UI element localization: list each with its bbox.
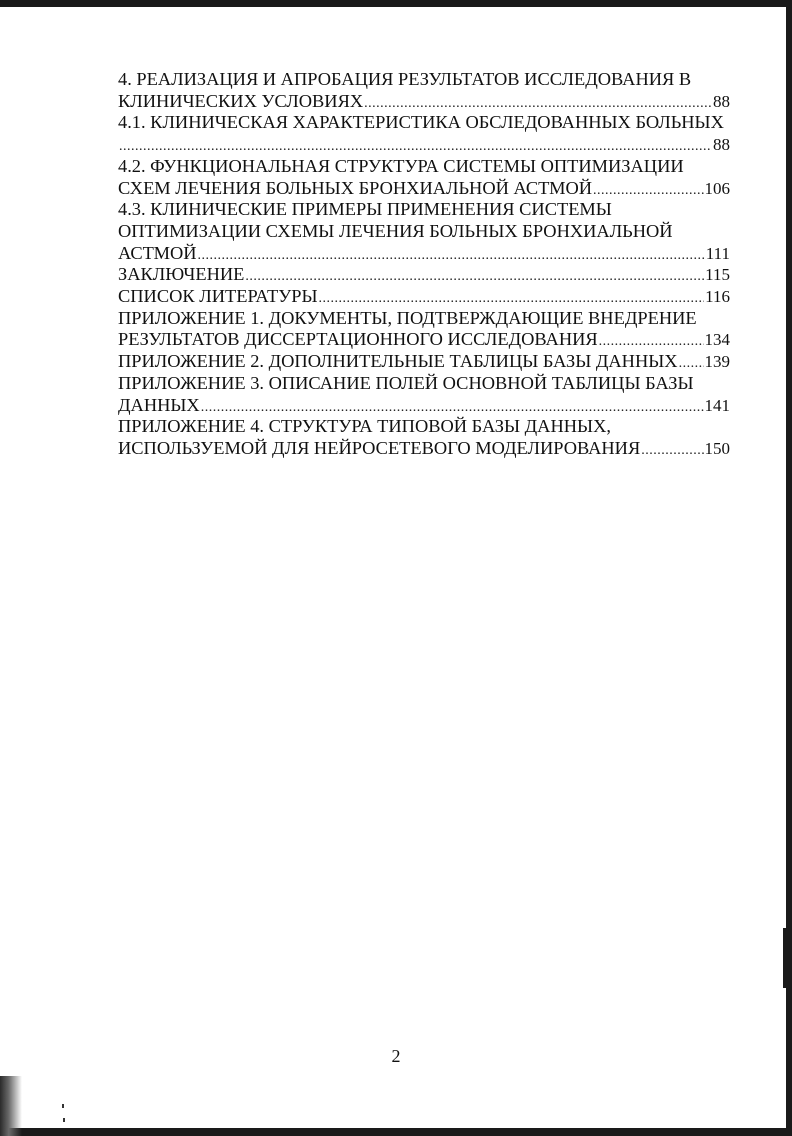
- page-number: 2: [391, 1046, 401, 1066]
- toc-entry-title-line: ИСПОЛЬЗУЕМОЙ ДЛЯ НЕЙРОСЕТЕВОГО МОДЕЛИРОВАНИЯ: [118, 437, 641, 458]
- toc-entry-page: 111: [705, 243, 730, 263]
- toc-entry-leader-line: [118, 329, 730, 351]
- toc-entry-page: 115: [705, 265, 730, 285]
- toc-entry-leader-line: [118, 134, 730, 156]
- toc-entry-title-line: ЗАКЛЮЧЕНИЕ: [118, 264, 245, 285]
- dot-leader: [319, 292, 705, 306]
- dot-leader: [593, 184, 703, 198]
- toc-entry-leader-line: [118, 438, 730, 460]
- toc-entry: [118, 264, 730, 286]
- dot-leader: [198, 249, 705, 263]
- toc-entry-page: 150: [704, 438, 730, 458]
- toc-entry-leader-line: [118, 264, 730, 286]
- toc-entry-page: 106: [704, 178, 730, 198]
- dot-leader: [201, 401, 704, 415]
- toc-entry-title-line: ПРИЛОЖЕНИЕ 4. СТРУКТУРА ТИПОВОЙ БАЗЫ ДАННЫХ,: [118, 416, 611, 437]
- toc-entry: [118, 373, 730, 416]
- toc-entry-title-line: СХЕМ ЛЕЧЕНИЯ БОЛЬНЫХ БРОНХИАЛЬНОЙ АСТМОЙ: [118, 177, 593, 198]
- toc-entry-page: 88: [713, 135, 730, 155]
- toc-entry-page: 134: [704, 330, 730, 350]
- toc-entry-leader-line: [118, 178, 730, 200]
- toc-entry: [118, 286, 730, 308]
- toc-entry-page: 88: [713, 91, 730, 111]
- toc-entry-title-line: РЕЗУЛЬТАТОВ ДИССЕРТАЦИОННОГО ИССЛЕДОВАНИЯ: [118, 329, 598, 350]
- toc-entry-title-line: ПРИЛОЖЕНИЕ 2. ДОПОЛНИТЕЛЬНЫЕ ТАБЛИЦЫ БАЗЫ ДАННЫХ: [118, 351, 678, 372]
- toc-entry-title-line: ДАННЫХ: [118, 394, 200, 415]
- toc-entry-leader-line: [118, 243, 730, 265]
- dot-leader: [641, 444, 703, 458]
- toc-entry-title-line: АСТМОЙ: [118, 242, 197, 263]
- toc-entry-page: 116: [705, 287, 730, 307]
- toc-entry-title-line: 4.1. КЛИНИЧЕСКАЯ ХАРАКТЕРИСТИКА ОБСЛЕДОВАННЫХ БОЛЬНЫХ: [118, 112, 724, 133]
- toc-entry-title-line: 4. РЕАЛИЗАЦИЯ И АПРОБАЦИЯ РЕЗУЛЬТАТОВ ИССЛЕДОВАНИЯ В: [118, 69, 692, 89]
- toc-entry-title-line: КЛИНИЧЕСКИХ УСЛОВИЯХ: [118, 90, 364, 111]
- scan-edge-bottom: [0, 1128, 792, 1136]
- toc-entry: [118, 416, 730, 459]
- toc-entry: [118, 69, 730, 112]
- toc-entry-page: 141: [704, 395, 730, 415]
- dot-leader: [599, 335, 704, 349]
- toc-entry: [118, 112, 730, 155]
- table-of-contents: [118, 69, 730, 460]
- dot-leader: [679, 357, 704, 371]
- toc-entry-title-line: 4.3. КЛИНИЧЕСКИЕ ПРИМЕРЫ ПРИМЕНЕНИЯ СИСТЕМЫ: [118, 199, 612, 220]
- dot-leader: [245, 270, 704, 284]
- toc-entry-title-line: СПИСОК ЛИТЕРАТУРЫ: [118, 286, 318, 307]
- scan-edge-right: [786, 0, 792, 1136]
- toc-entry: [118, 199, 730, 264]
- toc-entry-leader-line: [118, 286, 730, 308]
- toc-entry-title-line: ПРИЛОЖЕНИЕ 3. ОПИСАНИЕ ПОЛЕЙ ОСНОВНОЙ ТАБЛИЦЫ БАЗЫ: [118, 372, 694, 393]
- scan-smudge: [0, 1076, 22, 1136]
- scan-edge-right-mark: [783, 928, 786, 988]
- toc-entry-leader-line: [118, 395, 730, 417]
- dot-leader: [364, 97, 712, 111]
- toc-entry-title-line: ПРИЛОЖЕНИЕ 1. ДОКУМЕНТЫ, ПОДТВЕРЖДАЮЩИЕ ВНЕДРЕНИЕ: [118, 307, 697, 328]
- toc-entry-title-line: ОПТИМИЗАЦИИ СХЕМЫ ЛЕЧЕНИЯ БОЛЬНЫХ БРОНХИАЛЬНОЙ: [118, 220, 673, 241]
- toc-entry-leader-line: [118, 91, 730, 113]
- toc-entry-title-line: 4.2. ФУНКЦИОНАЛЬНАЯ СТРУКТУРА СИСТЕМЫ ОПТИМИЗАЦИИ: [118, 155, 684, 176]
- scan-edge-top: [0, 0, 792, 7]
- toc-entry: [118, 351, 730, 373]
- toc-entry: [118, 308, 730, 351]
- toc-entry: [118, 156, 730, 199]
- toc-entry-page: 139: [704, 352, 730, 372]
- dot-leader: [119, 140, 712, 154]
- scan-specks: [62, 1098, 68, 1128]
- toc-entry-leader-line: [118, 351, 730, 373]
